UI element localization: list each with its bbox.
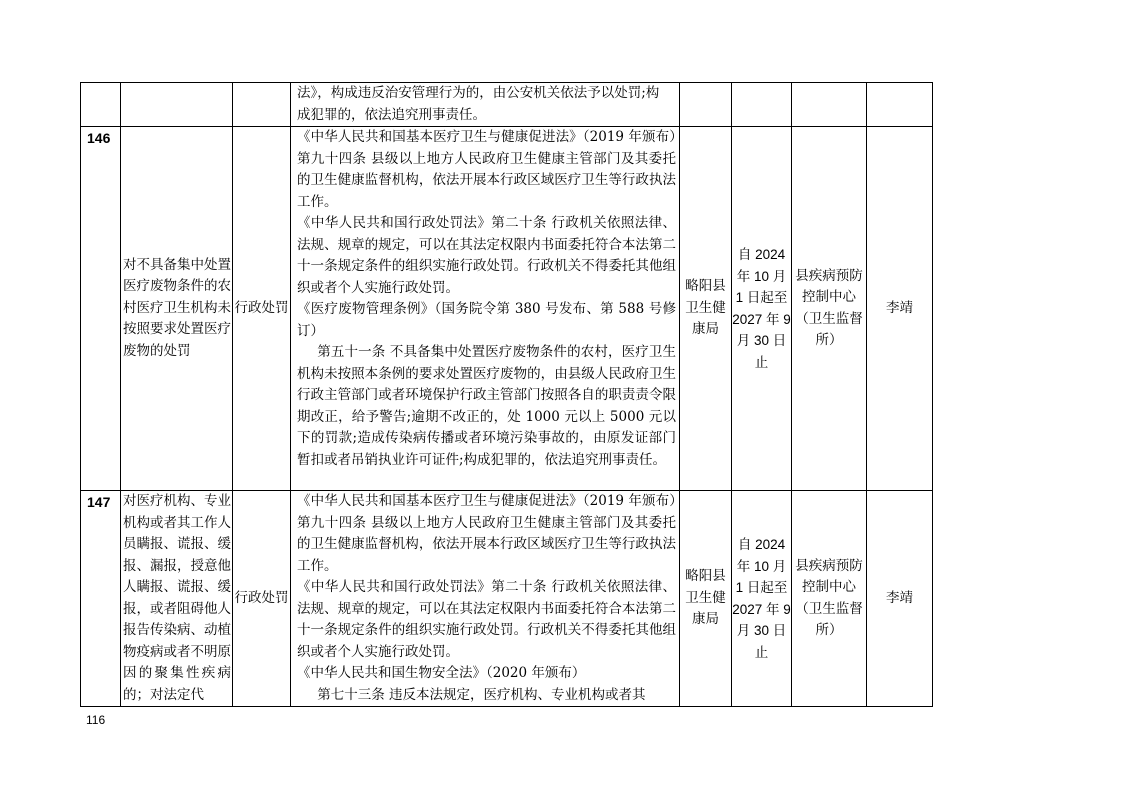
category: 行政处罚	[233, 127, 291, 491]
category-cell	[233, 83, 291, 127]
responsible-person: 李靖	[867, 491, 933, 707]
basis-line: 法》，构成违反治安管理行为的，由公安机关依法予以处罚;构	[297, 85, 660, 101]
table-row	[81, 127, 933, 491]
basis-paragraph: 第五十一条 不具备集中处置医疗废物条件的农村，医疗卫生机构未按照本条例的要求处置医疗废物的，由县级人民政府卫生行政主管部门或者环境保护行政主管部门按照各自的职责责令限期改正，给予警告;逾期不改正的，处 1000 元以上 5000 元以下的罚款;造成传染病传播或者环境污染事故的，由原发证部门暂扣或者吊销执业许可证件;构成犯罪的，依法追究刑事责任。	[297, 344, 676, 468]
table-row-continued	[81, 83, 933, 127]
unit-cell	[792, 83, 867, 127]
time-cell	[732, 83, 792, 127]
basis-paragraph: 《中华人民共和国行政处罚法》第二十条 行政机关依照法律、法规、规章的规定，可以在其法定权限内书面委托符合本法第二十一条规定条件的组织实施行政处罚。行政机关不得委托其他组织或者个人实施行政处罚。	[297, 215, 676, 296]
validity-period: 自 2024 年 10 月 1 日起至 2027 年 9 月 30 日止	[732, 127, 792, 491]
basis-paragraph: 《中华人民共和国行政处罚法》第二十条 行政机关依照法律、法规、规章的规定，可以在其法定权限内书面委托符合本法第二十一条规定条件的组织实施行政处罚。行政机关不得委托其他组织或者个人实施行政处罚。	[297, 579, 676, 660]
legal-basis	[291, 127, 680, 491]
person-cell	[867, 83, 933, 127]
legal-basis	[291, 491, 680, 707]
basis-paragraph: 《医疗废物管理条例》（国务院令第 380 号发布、第 588 号修订）	[297, 301, 676, 339]
basis-cell	[291, 83, 680, 127]
basis-paragraph: 《中华人民共和国基本医疗卫生与健康促进法》（2019 年颁布）第九十四条 县级以上地方人民政府卫生健康主管部门及其委托的卫生健康监督机构，依法开展本行政区域医疗卫生等行政执法工作。	[297, 129, 676, 210]
basis-line: 成犯罪的，依法追究刑事责任。	[297, 106, 486, 123]
row-number: 146	[81, 127, 121, 491]
number-cell	[81, 83, 121, 127]
item-cell	[121, 83, 233, 127]
validity-period: 自 2024 年 10 月 1 日起至 2027 年 9 月 30 日止	[732, 491, 792, 707]
basis-paragraph: 《中华人民共和国生物安全法》（2020 年颁布）	[297, 665, 586, 681]
department: 略阳县卫生健康局	[680, 491, 732, 707]
dept-cell	[680, 83, 732, 127]
page-number: 116	[86, 713, 106, 727]
entrusted-unit: 县疾病预防控制中心（卫生监督所）	[792, 491, 867, 707]
responsible-person: 李靖	[867, 127, 933, 491]
basis-paragraph: 《中华人民共和国基本医疗卫生与健康促进法》（2019 年颁布）第九十四条 县级以上地方人民政府卫生健康主管部门及其委托的卫生健康监督机构，依法开展本行政区域医疗卫生等行政执法工作。	[297, 493, 676, 574]
basis-paragraph: 第七十三条 违反本法规定，医疗机构、专业机构或者其	[317, 686, 646, 703]
table-row	[81, 491, 933, 707]
department: 略阳县卫生健康局	[680, 127, 732, 491]
row-number: 147	[81, 491, 121, 707]
item-name: 对不具备集中处置医疗废物条件的农村医疗卫生机构未按照要求处置医疗废物的处罚	[121, 127, 233, 491]
category: 行政处罚	[233, 491, 291, 707]
authorization-table	[80, 82, 933, 707]
item-name: 对医疗机构、专业机构或者其工作人员瞒报、谎报、缓报、漏报，授意他人瞒报、谎报、缓报，或者阻碍他人报告传染病、动植物疫病或者不明原因的聚集性疾病的；对法定代	[121, 491, 233, 707]
entrusted-unit: 县疾病预防控制中心（卫生监督所）	[792, 127, 867, 491]
